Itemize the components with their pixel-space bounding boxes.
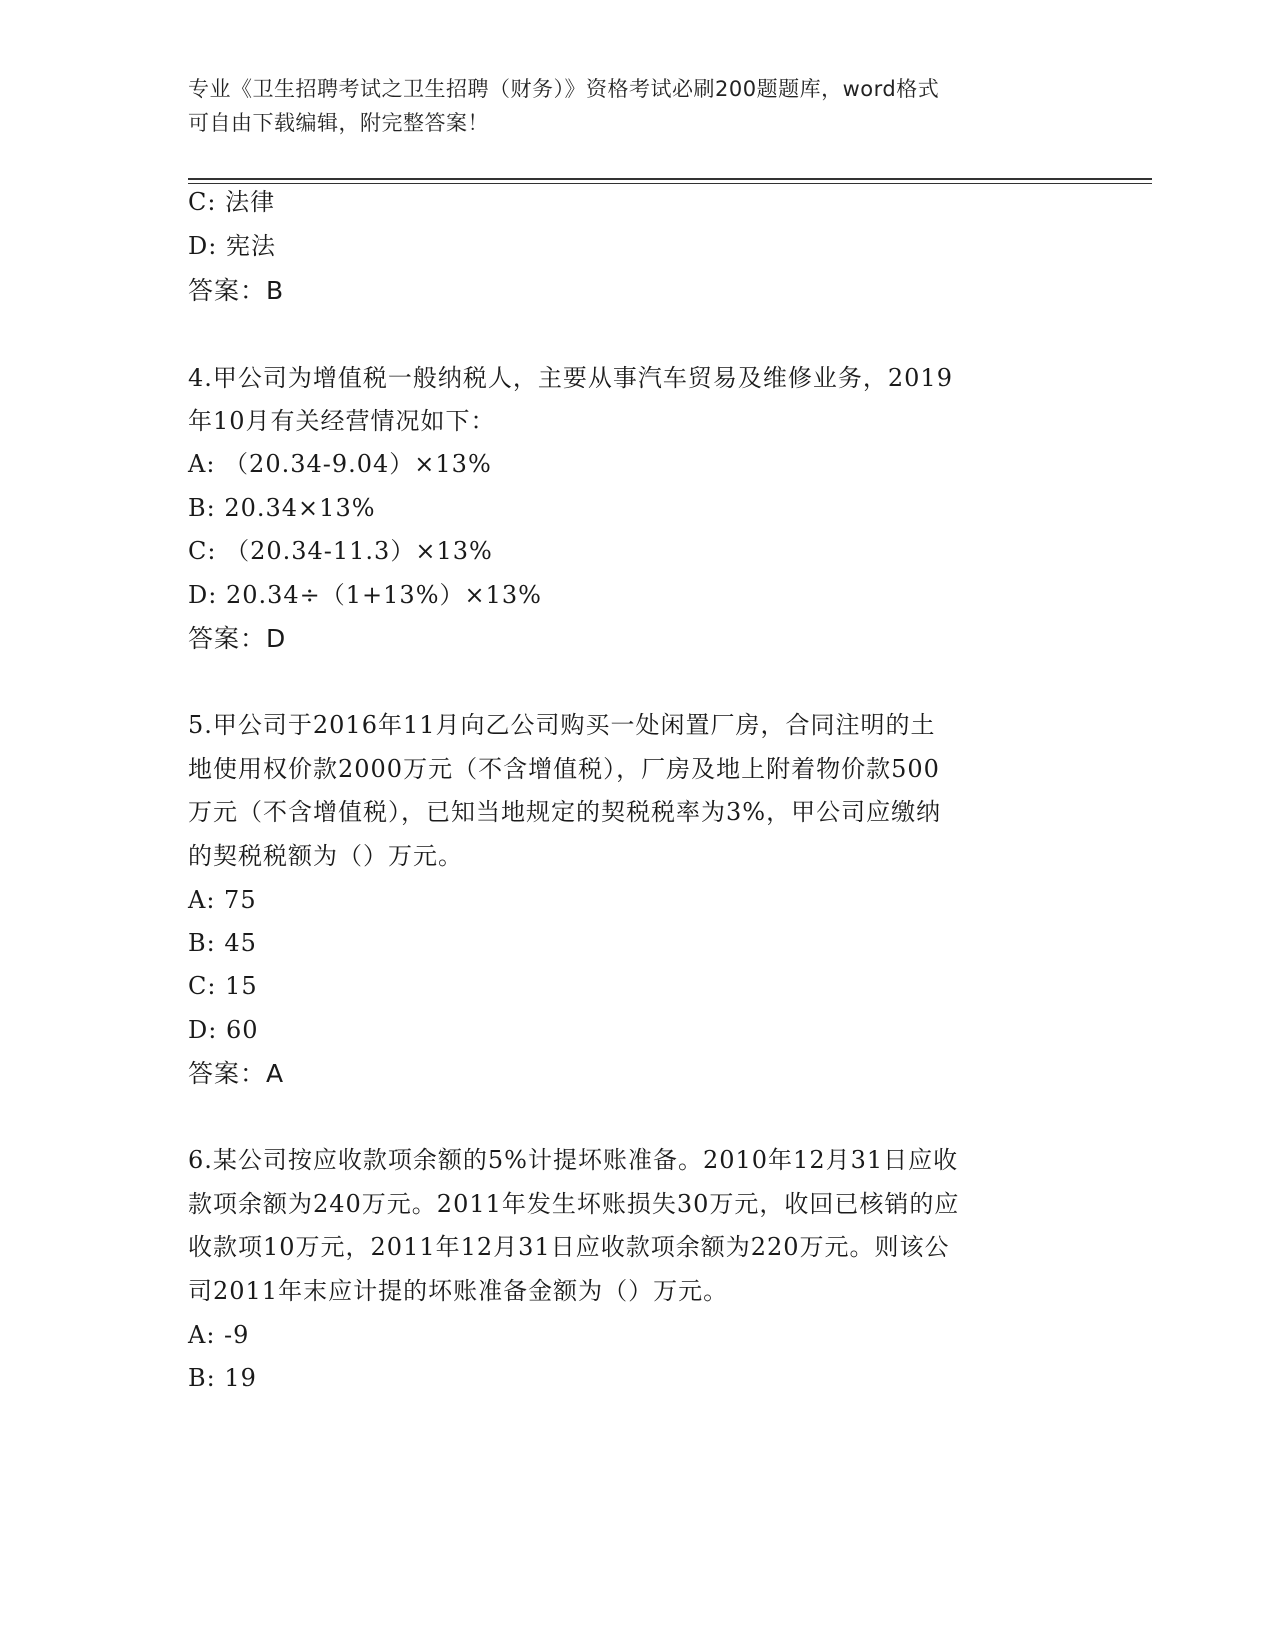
option-b: B: 45 — [188, 929, 257, 957]
option-b: B: 19 — [188, 1364, 257, 1392]
answer-line: 答案：D — [188, 624, 287, 653]
option-a: A: -9 — [188, 1321, 250, 1349]
option-b: B: 20.34×13% — [188, 494, 376, 522]
option-a: A: 75 — [188, 886, 257, 914]
question-stem-line: 收款项10万元，2011年12月31日应收款项余额为220万元。则该公 — [188, 1233, 950, 1261]
option-c: C: 法律 — [188, 188, 276, 216]
question-stem-line: 司2011年末应计提的坏账准备金额为（）万元。 — [188, 1277, 729, 1305]
question-stem-line: 地使用权价款2000万元（不含增值税），厂房及地上附着物价款500 — [188, 755, 940, 783]
question-stem-line: 4.甲公司为增值税一般纳税人，主要从事汽车贸易及维修业务，2019 — [188, 364, 953, 392]
option-d: D: 20.34÷（1+13%）×13% — [188, 581, 542, 609]
question-stem-line: 6.某公司按应收款项余额的5%计提坏账准备。2010年12月31日应收 — [188, 1146, 959, 1174]
header-rule-thick — [188, 178, 1152, 180]
option-d: D: 宪法 — [188, 232, 276, 260]
option-a: A: （20.34-9.04）×13% — [188, 450, 492, 478]
document-header — [188, 72, 1068, 140]
answer-line: 答案：B — [188, 276, 285, 305]
option-c: C: （20.34-11.3）×13% — [188, 537, 493, 565]
question-stem-line: 万元（不含增值税），已知当地规定的契税税率为3%，甲公司应缴纳 — [188, 798, 942, 826]
answer-line: 答案：A — [188, 1059, 285, 1088]
header-rule-thin — [188, 183, 1152, 184]
option-d: D: 60 — [188, 1016, 259, 1044]
question-stem-line: 5.甲公司于2016年11月向乙公司购买一处闲置厂房，合同注明的土 — [188, 711, 936, 739]
header-title-line-2: 可自由下载编辑，附完整答案！ — [188, 111, 489, 135]
question-stem-line: 的契税税额为（）万元。 — [188, 842, 463, 870]
question-stem-line: 款项余额为240万元。2011年发生坏账损失30万元，收回已核销的应 — [188, 1190, 960, 1218]
header-title-line-1: 专业《卫生招聘考试之卫生招聘（财务）》资格考试必刷200题题库，word格式 — [188, 77, 940, 101]
option-c: C: 15 — [188, 972, 258, 1000]
question-stem-line: 年10月有关经营情况如下： — [188, 407, 496, 435]
